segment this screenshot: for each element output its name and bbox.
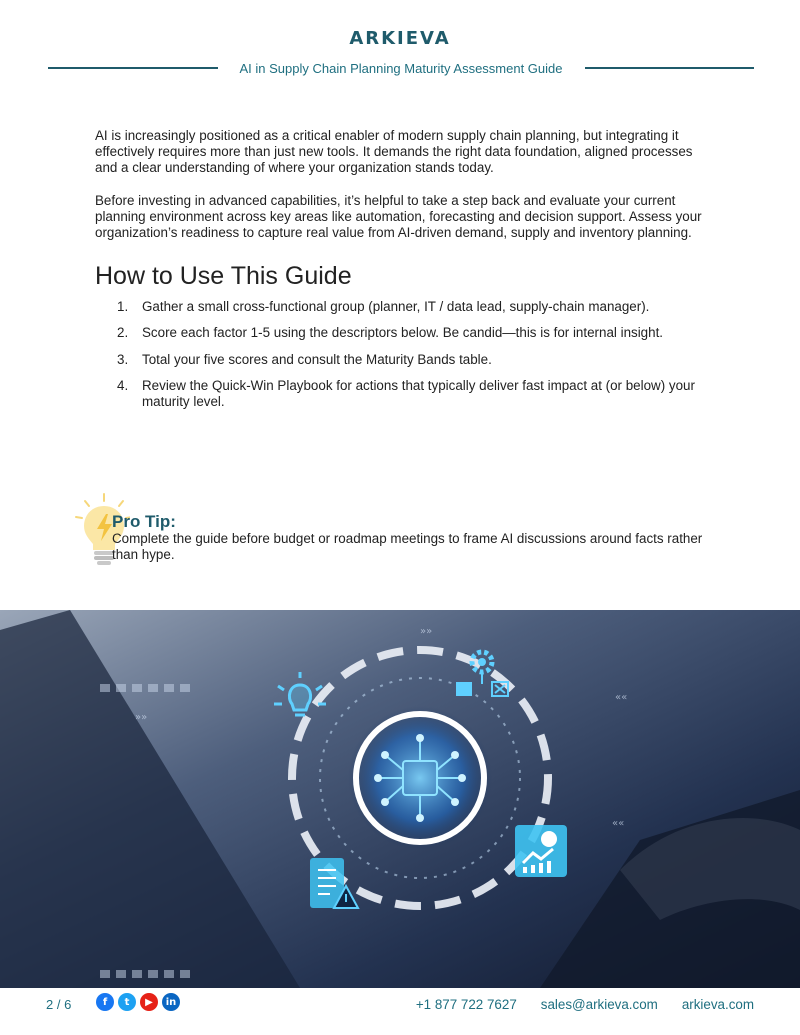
linkedin-icon[interactable]: in xyxy=(162,993,180,1011)
intro-paragraph-2: Before investing in advanced capabilities, it’s helpful to take a step back and evaluate your current planning environment across key areas like automation, forecasting and decision support. Assess your organization’s readiness to capture real value from AI-driven demand, supply and inventory planning. xyxy=(95,192,702,241)
ai-network-illustration xyxy=(0,610,800,988)
pro-tip-callout xyxy=(70,492,720,574)
hero-image xyxy=(0,610,800,988)
phone-link[interactable]: +1 877 722 7627 xyxy=(415,997,517,1012)
arkieva-logo[interactable]: ARKIEVA xyxy=(349,28,451,49)
steps-list xyxy=(95,299,707,410)
list-item xyxy=(95,352,707,368)
contact-info xyxy=(416,997,754,1012)
page-number: 2 / 6 xyxy=(46,997,72,1012)
list-item xyxy=(95,325,707,341)
intro-paragraph-1: AI is increasingly positioned as a critical enabler of modern supply chain planning, but integrating it effectively requires more than just new tools. It demands the right data foundation, aligned processes and a clear understanding of where your organization stands today. xyxy=(95,128,693,176)
list-item xyxy=(95,378,707,410)
step-number: 4. xyxy=(117,377,129,393)
pro-tip-title: Pro Tip: xyxy=(112,512,176,531)
step-text: Gather a small cross-functional group (planner, IT / data lead, supply-chain manager). xyxy=(142,299,650,315)
step-number: 1. xyxy=(117,299,129,315)
header-rule-right xyxy=(585,67,755,69)
page-header xyxy=(0,0,800,90)
twitter-icon[interactable]: t xyxy=(118,993,136,1011)
step-text: Total your five scores and consult the Maturity Bands table. xyxy=(142,351,492,367)
step-number: 3. xyxy=(117,351,129,367)
step-text: Score each factor 1-5 using the descriptors below. Be candid—this is for internal insight. xyxy=(142,325,664,341)
facebook-icon[interactable]: f xyxy=(96,993,114,1011)
document-subtitle: AI in Supply Chain Planning Maturity Assessment Guide xyxy=(239,60,563,76)
step-text: Review the Quick-Win Playbook for actions that typically deliver fast impact at (or below) your maturity level. xyxy=(142,377,695,410)
email-link[interactable]: sales@arkieva.com xyxy=(540,997,658,1012)
website-link[interactable]: arkieva.com xyxy=(681,997,754,1012)
svg-text:««: «« xyxy=(612,818,625,829)
main-content xyxy=(95,128,707,420)
svg-text:««: «« xyxy=(615,692,628,703)
section-title: How to Use This Guide xyxy=(95,262,352,291)
svg-text:»»: »» xyxy=(135,712,148,723)
page-footer xyxy=(0,988,800,1035)
social-links xyxy=(96,993,180,1011)
youtube-icon[interactable]: ▶ xyxy=(140,993,158,1011)
svg-text:»»: »» xyxy=(420,626,433,637)
list-item xyxy=(95,299,707,315)
subtitle-row xyxy=(48,58,754,78)
step-number: 2. xyxy=(117,325,129,341)
pro-tip-text: Complete the guide before budget or roadmap meetings to frame AI discussions around facts rather than hype. xyxy=(112,531,703,563)
header-rule-left xyxy=(48,67,218,69)
